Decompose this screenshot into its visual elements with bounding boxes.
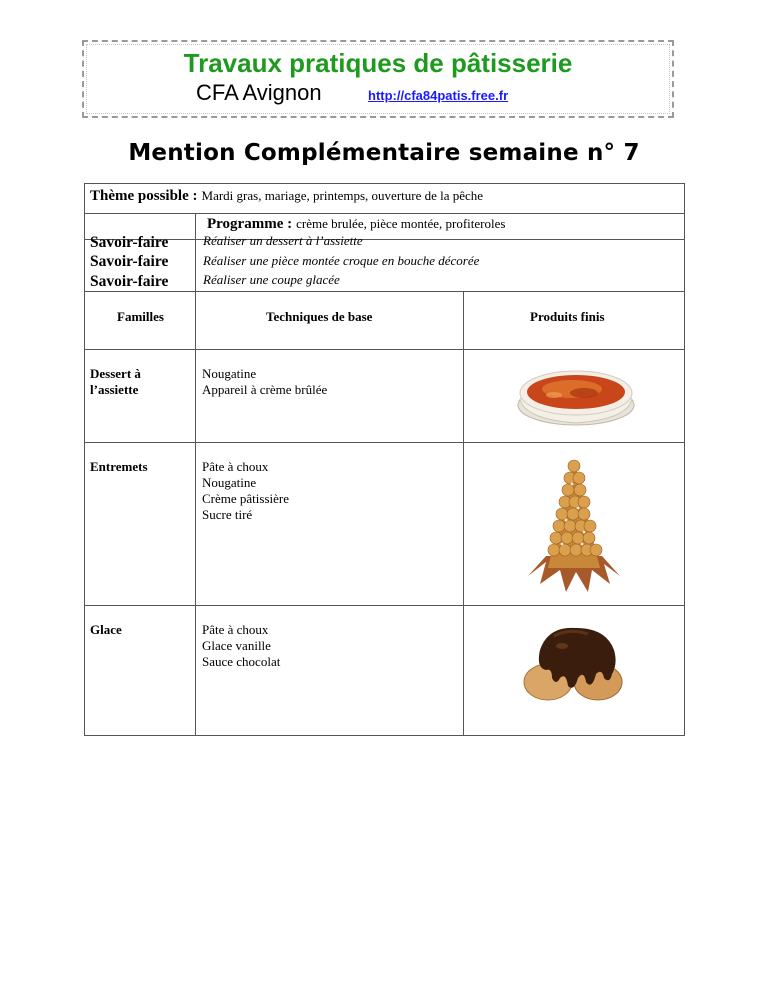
table-row-3-techniques bbox=[202, 622, 280, 670]
savoir-faire-value-3: Réaliser une coupe glacée bbox=[203, 272, 340, 287]
theme-line bbox=[90, 187, 483, 205]
family-line-1: Glace bbox=[90, 622, 122, 637]
family-line-1: Entremets bbox=[90, 459, 148, 474]
family-line-2: l’assiette bbox=[90, 382, 139, 397]
savoir-faire-label-2: Savoir-faire bbox=[90, 253, 169, 270]
technique-item: Pâte à choux bbox=[202, 622, 269, 637]
technique-item: Crème pâtissière bbox=[202, 491, 289, 506]
header-products: Produits finis bbox=[530, 309, 605, 324]
croquembouche-image bbox=[526, 456, 622, 596]
technique-item: Pâte à choux bbox=[202, 459, 269, 474]
savoir-faire-value-1: Réaliser un dessert à l’assiette bbox=[203, 233, 363, 248]
header-subtitle: CFA Avignon bbox=[196, 80, 322, 105]
table-row-1-techniques bbox=[202, 366, 327, 398]
table-row-2-family bbox=[90, 459, 148, 475]
page-title: Mention Complémentaire semaine n° 7 bbox=[128, 140, 640, 166]
table-row-2-techniques bbox=[202, 459, 289, 523]
header-box bbox=[82, 40, 674, 118]
header-title: Travaux pratiques de pâtisserie bbox=[183, 48, 573, 78]
table-row-1-family bbox=[90, 366, 141, 398]
technique-item: Glace vanille bbox=[202, 638, 271, 653]
programme-value: crème brulée, pièce montée, profiteroles bbox=[296, 216, 506, 231]
header-families: Familles bbox=[117, 309, 164, 324]
theme-value: Mardi gras, mariage, printemps, ouverture de la pêche bbox=[201, 188, 484, 203]
savoir-faire-label-1: Savoir-faire bbox=[90, 234, 169, 251]
header-link[interactable]: http://cfa84patis.free.fr bbox=[368, 88, 509, 103]
profiteroles-image bbox=[518, 620, 630, 708]
savoir-faire-label-3: Savoir-faire bbox=[90, 273, 169, 290]
savoir-faire-value-2: Réaliser une pièce montée croque en bouche décorée bbox=[203, 253, 480, 268]
table-row-3-family bbox=[90, 622, 122, 638]
family-line-1: Dessert à bbox=[90, 366, 141, 381]
programme-label: Programme : bbox=[207, 216, 293, 232]
header-techniques: Techniques de base bbox=[266, 309, 373, 324]
technique-item: Sauce chocolat bbox=[202, 654, 281, 669]
programme-line bbox=[207, 215, 505, 233]
technique-item: Nougatine bbox=[202, 475, 257, 490]
theme-label: Thème possible : bbox=[90, 188, 198, 204]
technique-item: Nougatine bbox=[202, 366, 257, 381]
technique-item: Appareil à crème brûlée bbox=[202, 382, 328, 397]
creme-brulee-image bbox=[514, 359, 638, 431]
technique-item: Sucre tiré bbox=[202, 507, 253, 522]
